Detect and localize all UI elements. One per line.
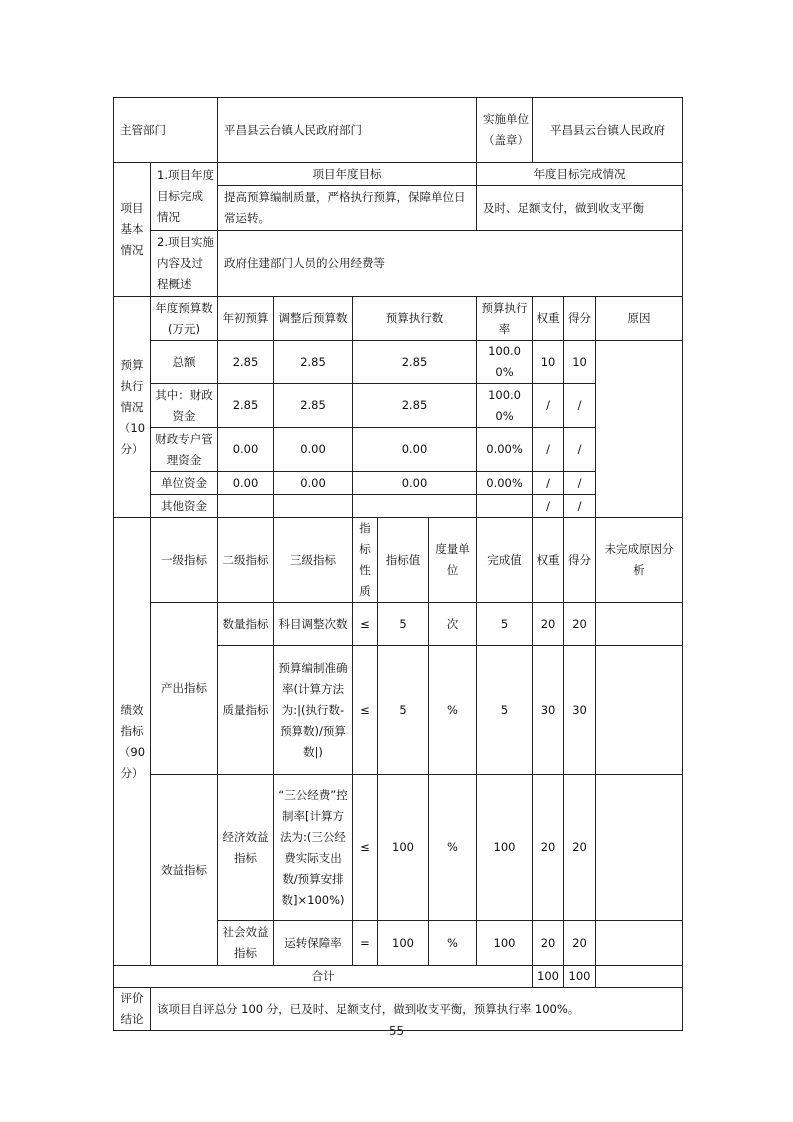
score: /: [564, 495, 596, 518]
perf-row: [114, 603, 683, 646]
budget-header: 预算执行率: [477, 297, 533, 341]
benefit-label: 效益指标: [151, 775, 218, 966]
reason: [596, 646, 683, 775]
weight: /: [533, 428, 564, 472]
dept-value: 平昌县云台镇人民政府部门: [218, 98, 477, 163]
perf-header: 度量单位: [429, 518, 477, 603]
score: 10: [564, 341, 596, 384]
target: 100: [378, 775, 429, 921]
total-label: 合计: [114, 966, 533, 988]
adjusted: [274, 495, 353, 518]
weight: /: [533, 495, 564, 518]
total-reason: [596, 966, 683, 988]
initial: 2.85: [218, 341, 274, 384]
page-number: 55: [388, 1024, 405, 1038]
adjusted: 0.00: [274, 472, 353, 495]
total-weight: 100: [533, 966, 564, 988]
l3: 运转保障率: [274, 921, 353, 966]
score: /: [564, 472, 596, 495]
row-name: 单位资金: [151, 472, 218, 495]
perf-header: 指标值: [378, 518, 429, 603]
unit-value: 平昌县云台镇人民政府: [533, 98, 683, 163]
total-row: [114, 966, 683, 988]
executed: 2.85: [353, 341, 477, 384]
dept-label: 主管部门: [114, 98, 218, 163]
conclusion-text: 该项目自评总分 100 分，已及时、足额支付，做到收支平衡，预算执行率 100%。: [151, 988, 683, 1031]
weight: /: [533, 384, 564, 428]
op: =: [353, 921, 378, 966]
conclusion-label: 评价结论: [114, 988, 151, 1031]
target: 5: [378, 646, 429, 775]
perf-header: 三级指标: [274, 518, 353, 603]
rate: 100.00%: [477, 384, 533, 428]
content-text: 政府住建部门人员的公用经费等: [218, 231, 683, 297]
initial: 0.00: [218, 472, 274, 495]
target: 100: [378, 921, 429, 966]
unit: 次: [429, 603, 477, 646]
score: /: [564, 384, 596, 428]
l3: 科目调整次数: [274, 603, 353, 646]
row-name: 其中：财政资金: [151, 384, 218, 428]
rate: 100.00%: [477, 341, 533, 384]
status-header: 年度目标完成情况: [477, 163, 683, 186]
actual: 100: [477, 921, 533, 966]
perf-section-label: 绩效指标（90分）: [114, 518, 151, 966]
budget-header: 年初预算: [218, 297, 274, 341]
row-name: 财政专户管理资金: [151, 428, 218, 472]
budget-header: 预算执行数: [353, 297, 477, 341]
score: /: [564, 428, 596, 472]
adjusted: 2.85: [274, 384, 353, 428]
score: 20: [564, 921, 596, 966]
rate: 0.00%: [477, 472, 533, 495]
executed: [353, 495, 477, 518]
perf-header: 指标性质: [353, 518, 378, 603]
goal-label: 1.项目年度目标完成情况: [151, 163, 218, 231]
output-label: 产出指标: [151, 603, 218, 775]
perf-header: 二级指标: [218, 518, 274, 603]
budget-row: [114, 341, 683, 384]
status-text: 及时、足额支付，做到收支平衡: [477, 186, 683, 231]
rate: [477, 495, 533, 518]
perf-row: [114, 775, 683, 921]
actual: 100: [477, 775, 533, 921]
perf-header: 得分: [564, 518, 596, 603]
l3: “三公经费”控制率[计算方法为:(三公经费实际支出数/预算安排数]×100%): [274, 775, 353, 921]
l2: 质量指标: [218, 646, 274, 775]
reason: [596, 921, 683, 966]
op: ≤: [353, 603, 378, 646]
adjusted: 0.00: [274, 428, 353, 472]
goal-text: 提高预算编制质量，严格执行预算，保障单位日常运转。: [218, 186, 477, 231]
weight: 30: [533, 646, 564, 775]
unit: %: [429, 921, 477, 966]
weight: 20: [533, 603, 564, 646]
weight: 20: [533, 921, 564, 966]
budget-header: 调整后预算数: [274, 297, 353, 341]
budget-header: 权重: [533, 297, 564, 341]
target: 5: [378, 603, 429, 646]
unit: %: [429, 775, 477, 921]
executed: 0.00: [353, 428, 477, 472]
score: 20: [564, 603, 596, 646]
l3: 预算编制准确率(计算方法为:|(执行数-预算数)/预算数|): [274, 646, 353, 775]
reason: [596, 603, 683, 646]
score: 20: [564, 775, 596, 921]
adjusted: 2.85: [274, 341, 353, 384]
op: ≤: [353, 775, 378, 921]
perf-header: 一级指标: [151, 518, 218, 603]
executed: 2.85: [353, 384, 477, 428]
initial: 2.85: [218, 384, 274, 428]
row-name: 总额: [151, 341, 218, 384]
l2: 经济效益指标: [218, 775, 274, 921]
actual: 5: [477, 603, 533, 646]
content-label: 2.项目实施内容及过程概述: [151, 231, 218, 297]
weight: 10: [533, 341, 564, 384]
budget-header: 原因: [596, 297, 683, 341]
perf-header: 完成值: [477, 518, 533, 603]
total-score: 100: [564, 966, 596, 988]
actual: 5: [477, 646, 533, 775]
budget-section-label: 预算执行情况（10分）: [114, 297, 151, 518]
weight: 20: [533, 775, 564, 921]
l2: 社会效益指标: [218, 921, 274, 966]
budget-header: 年度预算数(万元): [151, 297, 218, 341]
l2: 数量指标: [218, 603, 274, 646]
weight: /: [533, 472, 564, 495]
executed: 0.00: [353, 472, 477, 495]
score: 30: [564, 646, 596, 775]
row-name: 其他资金: [151, 495, 218, 518]
basic-section-label: 项目基本情况: [114, 163, 151, 297]
rate: 0.00%: [477, 428, 533, 472]
self-evaluation-table: [113, 97, 683, 1031]
unit: %: [429, 646, 477, 775]
unit-label: 实施单位（盖章）: [477, 98, 533, 163]
goal-header: 项目年度目标: [218, 163, 477, 186]
initial: [218, 495, 274, 518]
reason-cell: [596, 341, 683, 518]
op: ≤: [353, 646, 378, 775]
perf-header: 未完成原因分析: [596, 518, 683, 603]
perf-header: 权重: [533, 518, 564, 603]
reason: [596, 775, 683, 921]
initial: 0.00: [218, 428, 274, 472]
budget-header: 得分: [564, 297, 596, 341]
